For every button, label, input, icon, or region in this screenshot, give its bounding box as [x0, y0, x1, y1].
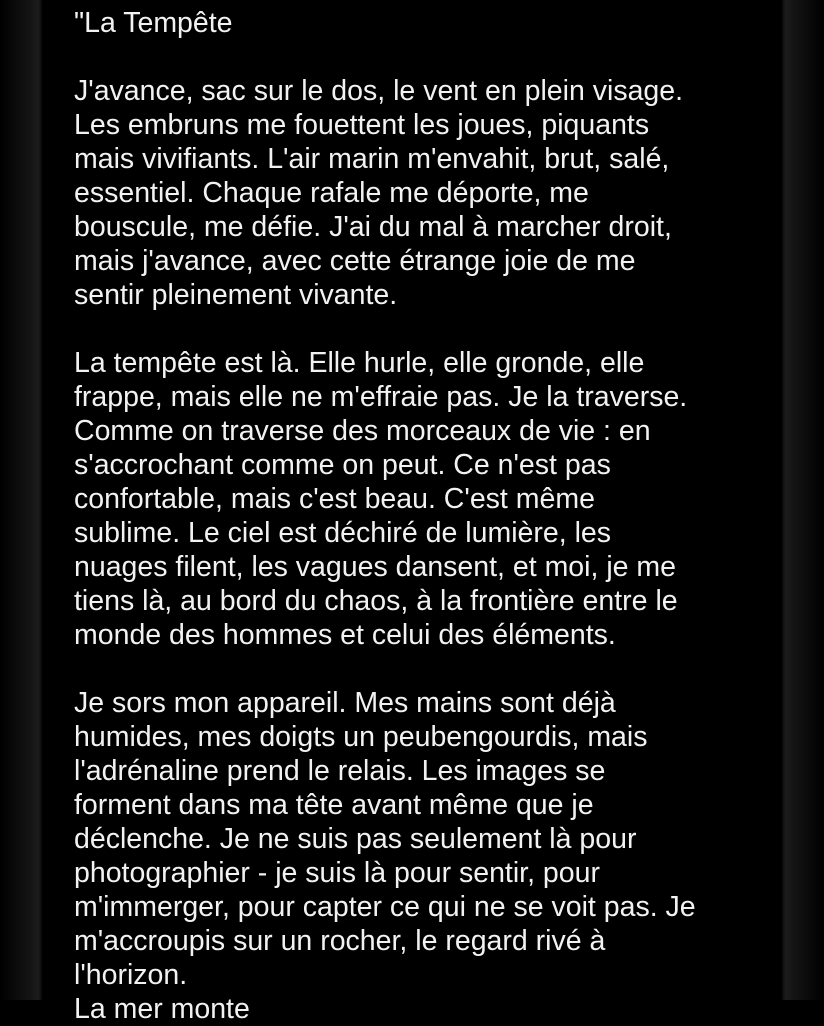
text-line: monde des hommes et celui des éléments.: [74, 619, 616, 651]
text-page[interactable]: [42, 0, 782, 1025]
text-line: forment dans ma tête avant même que je: [74, 789, 594, 821]
text-line: Je sors mon appareil. Mes mains sont déjà: [74, 687, 616, 719]
paragraph-2: [74, 346, 754, 652]
text-line: La tempête est là. Elle hurle, elle gronde, elle: [74, 347, 645, 379]
text-line: m'accroupis sur un rocher, le regard rivé à: [74, 925, 606, 957]
paragraph-gap: [74, 652, 754, 686]
text-line: bouscule, me défie. J'ai du mal à marcher droit,: [74, 211, 672, 243]
text-line: Comme on traverse des morceaux de vie : en: [74, 415, 651, 447]
text-line: Les embruns me fouettent les joues, piquants: [74, 109, 650, 141]
text-line: mais j'avance, avec cette étrange joie de me: [74, 245, 636, 277]
text-line: m'immerger, pour capter ce qui ne se voit pas. Je: [74, 891, 696, 923]
document-title: "La Tempête: [74, 7, 233, 39]
text-line: essentiel. Chaque rafale me déporte, me: [74, 177, 589, 209]
text-line: tiens là, au bord du chaos, à la frontière entre le: [74, 585, 678, 617]
text-line: La mer monte: [74, 993, 250, 1025]
text-line: mais vivifiants. L'air marin m'envahit, brut, salé,: [74, 143, 670, 175]
text-line: nuages filent, les vagues dansent, et moi, je me: [74, 551, 677, 583]
text-line: sublime. Le ciel est déchiré de lumière, les: [74, 517, 612, 549]
text-line: l'adrénaline prend le relais. Les images se: [74, 755, 606, 787]
paragraph-1: [74, 74, 754, 312]
paragraph-3: [74, 686, 754, 1026]
text-line: sentir pleinement vivante.: [74, 279, 398, 311]
right-screen-edge: [782, 0, 824, 1000]
paragraph-gap: [74, 40, 754, 74]
text-line: humides, mes doigts un peubengourdis, mais: [74, 721, 648, 753]
left-screen-edge: [0, 0, 42, 1000]
text-body: [74, 6, 754, 1026]
text-line: frappe, mais elle ne m'effraie pas. Je la traverse.: [74, 381, 688, 413]
text-line: l'horizon.: [74, 959, 188, 991]
text-line: photographier - je suis là pour sentir, pour: [74, 857, 600, 889]
text-line: déclenche. Je ne suis pas seulement là pour: [74, 823, 637, 855]
paragraph-gap: [74, 312, 754, 346]
text-line: confortable, mais c'est beau. C'est même: [74, 483, 595, 515]
text-line: s'accrochant comme on peut. Ce n'est pas: [74, 449, 611, 481]
text-line: J'avance, sac sur le dos, le vent en plein visage.: [74, 75, 684, 107]
